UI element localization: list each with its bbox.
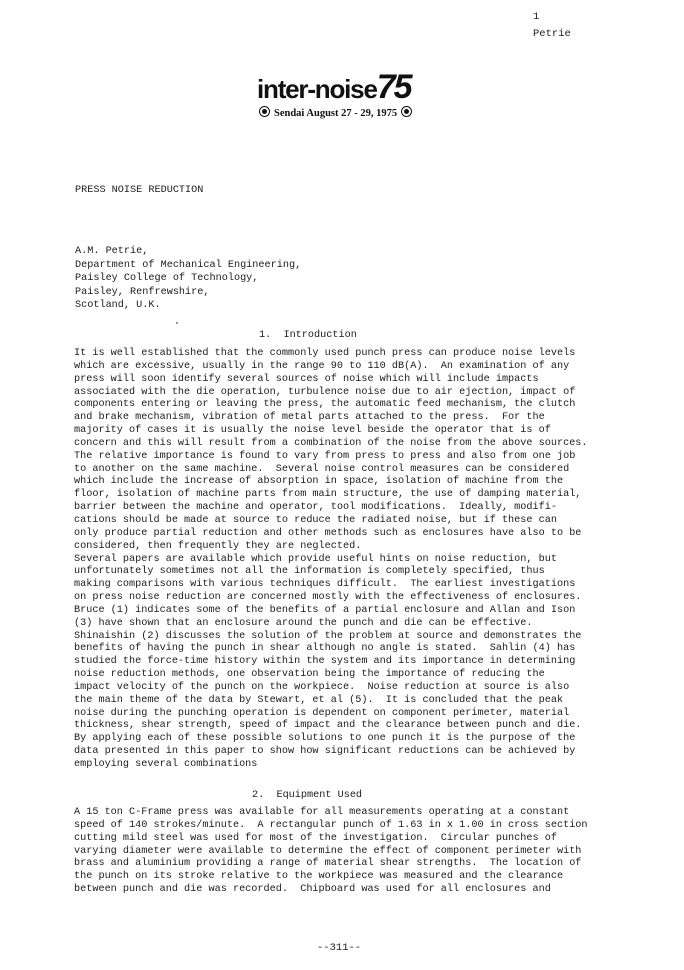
text-line: barrier between the machine and operator, tool modifications. Ideally, modifi-	[74, 502, 557, 514]
text-line: which are excessive, usually in the range 90 to 110 dB(A). An examination of any	[74, 360, 570, 372]
section-body-equipment	[74, 807, 588, 897]
text-line: making comparisons with various techniques difficult. The earliest investigations	[74, 579, 576, 591]
seal-icon	[401, 106, 412, 117]
scan-speck	[176, 322, 178, 324]
section-body-introduction	[74, 348, 588, 772]
text-line: noise during the punching operation is dependent on component perimeter, material	[74, 707, 570, 719]
paper-title: PRESS NOISE REDUCTION	[75, 185, 204, 196]
text-line: the punch on its stroke relative to the workpiece was measured and the clearance	[74, 871, 564, 883]
logo-text: inter-noise	[257, 74, 377, 104]
text-line: unfortunately sometimes not all the information is completely specified, thus	[74, 566, 545, 578]
text-line: brass and aluminium providing a range of material shear strengths. The location of	[74, 858, 582, 870]
text-line: components entering or leaving the press, the automatic feed mechanism, the clutch	[74, 399, 576, 411]
page-footer: --311--	[317, 942, 362, 954]
text-line: varying diameter were available to determine the effect of component perimeter with	[74, 845, 582, 857]
text-line: thickness, shear strength, speed of impact and the clearance between punch and die.	[74, 720, 582, 732]
text-line: considered, then frequently they are neglected.	[74, 540, 362, 552]
text-line: impact velocity of the punch on the workpiece. Noise reduction at source is also	[74, 681, 570, 693]
text-line: benefits of having the punch in shear although no angle is stated. Sahlin (4) has	[74, 643, 576, 655]
affiliation-line: A.M. Petrie,	[75, 246, 149, 257]
text-line: Shinaishin (2) discusses the solution of the problem at source and demonstrates the	[74, 630, 582, 642]
text-line: speed of 140 strokes/minute. A rectangular punch of 1.63 in x 1.00 in cross section	[74, 819, 588, 831]
text-line: The relative importance is found to vary from press to press and also from one job	[74, 450, 576, 462]
text-line: cutting mild steel was used for most of the investigation. Circular punches of	[74, 832, 557, 844]
text-line: press will soon identify several sources of noise which will include impacts	[74, 373, 539, 385]
text-line: studied the force-time history within the system and its importance in determining	[74, 656, 576, 668]
text-line: which include the increase of absorption in space, isolation of machine from the	[74, 476, 564, 488]
conference-dateline-text: Sendai August 27 - 29, 1975	[274, 108, 398, 119]
text-line: the main theme of the data by Stewart, et al (5). It is concluded that the peak	[74, 694, 564, 706]
section-heading-equipment: 2. Equipment Used	[252, 790, 363, 801]
text-line: only produce partial reduction and other methods such as enclosures have also to be	[74, 527, 582, 539]
text-line: majority of cases it is usually the noise level beside the operator that is of	[74, 425, 551, 437]
text-line: Several papers are available which provide useful hints on noise reduction, but	[74, 553, 557, 565]
text-line: (3) have shown that an enclosure around the punch and die can be effective.	[74, 617, 533, 629]
author-running-head: Petrie	[533, 28, 571, 40]
conference-dateline	[255, 106, 416, 121]
text-line: associated with the die operation, turbulence noise due to air ejection, impact of	[74, 386, 576, 398]
text-line: data presented in this paper to show how significant reductions can be achieved by	[74, 746, 576, 758]
text-line: Bruce (1) indicates some of the benefits of a partial enclosure and Allan and Ison	[74, 604, 576, 616]
text-line: A 15 ton C-Frame press was available for all measurements operating at a constant	[74, 807, 570, 818]
text-line: on press noise reduction are concerned mostly with the effectiveness of enclosures.	[74, 592, 582, 604]
affiliation-line: Paisley College of Technology,	[75, 273, 259, 284]
text-line: It is well established that the commonly used punch press can produce noise levels	[74, 348, 576, 359]
text-line: and brake mechanism, vibration of metal parts attached to the press. For the	[74, 412, 545, 424]
affiliation-line: Scotland, U.K.	[75, 300, 161, 311]
logo-number: 75	[376, 68, 411, 106]
text-line: By applying each of these possible solutions to one punch it is the purpose of the	[74, 733, 576, 745]
page-number: 1	[533, 11, 540, 23]
affiliation-line: Department of Mechanical Engineering,	[75, 259, 302, 271]
section-heading-introduction: 1. Introduction	[259, 330, 357, 341]
author-affiliation	[75, 245, 301, 313]
text-line: concern and this will result from a combination of the noise from the above sources.	[74, 437, 588, 449]
text-line: cations should be made at source to reduce the radiated noise, but if these can	[74, 514, 557, 526]
affiliation-line: Paisley, Renfrewshire,	[75, 286, 210, 298]
seal-icon	[259, 106, 270, 117]
text-line: between punch and die was recorded. Chipboard was used for all enclosures and	[74, 884, 551, 896]
text-line: employing several combinations	[74, 759, 258, 770]
conference-logo	[257, 68, 411, 106]
text-line: to another on the same machine. Several noise control measures can be considered	[74, 463, 570, 475]
text-line: noise reduction methods, one observation being the importance of reducing the	[74, 669, 545, 681]
text-line: floor, isolation of machine parts from main structure, the use of damping material,	[74, 489, 582, 501]
